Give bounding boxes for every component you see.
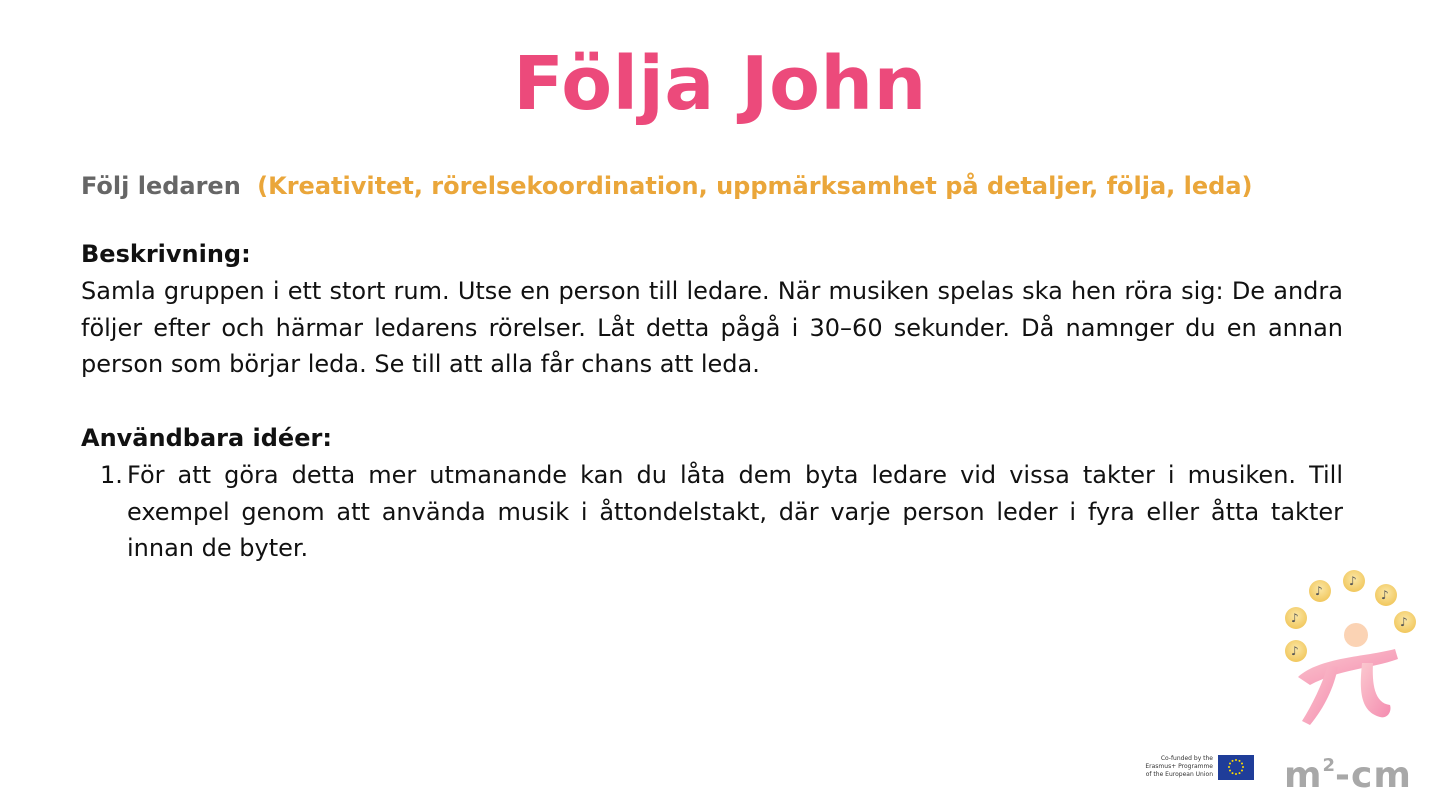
- list-item-text: För att göra detta mer utmanande kan du låta dem byta ledare vid vissa takter i musiken. Till exempel genom att använda musik i åttondelstakt, där varje person leder i fyra eller åtta takter innan de byter.: [127, 461, 1343, 563]
- subtitle: [81, 170, 1252, 202]
- music-pi-logo: [1270, 565, 1430, 735]
- svg-text:♪: ♪: [1381, 588, 1389, 602]
- ideas-list: [81, 457, 1343, 567]
- description-text: Samla gruppen i ett stort rum. Utse en person till ledare. När musiken spelas ska hen röra sig: De andra följer efter och härmar ledarens rörelser. Låt detta pågå i 30–60 sekunder. Då namnger du en annan person som börjar leda. Se till att alla får chans att leda.: [81, 277, 1343, 379]
- description-heading: Beskrivning:: [81, 240, 251, 268]
- eu-cofunded-badge: [1131, 754, 1255, 782]
- list-item: [81, 457, 1343, 567]
- subtitle-tags: (Kreativitet, rörelsekoordination, uppmärksamhet på detaljer, följa, leda): [257, 172, 1253, 200]
- svg-text:♪: ♪: [1400, 615, 1408, 629]
- ideas-heading: Användbara idéer:: [81, 424, 332, 452]
- list-item-number: 1.: [100, 461, 123, 489]
- music-note-icons: [1285, 570, 1416, 662]
- pi-figure-icon: [1298, 623, 1398, 725]
- svg-text:♪: ♪: [1315, 584, 1323, 598]
- subtitle-lead: Följ ledaren: [81, 172, 241, 200]
- m2cm-logo: $m^2-cm$: [1284, 755, 1412, 796]
- svg-text:♪: ♪: [1291, 611, 1299, 625]
- svg-text:♪: ♪: [1349, 574, 1357, 588]
- svg-text:♪: ♪: [1291, 644, 1299, 658]
- eu-flag-icon: [1218, 755, 1254, 780]
- page-title: Följa John: [513, 41, 927, 127]
- eu-cofunded-text: Co-funded by the Erasmus+ Programme of the European Union: [1145, 755, 1213, 778]
